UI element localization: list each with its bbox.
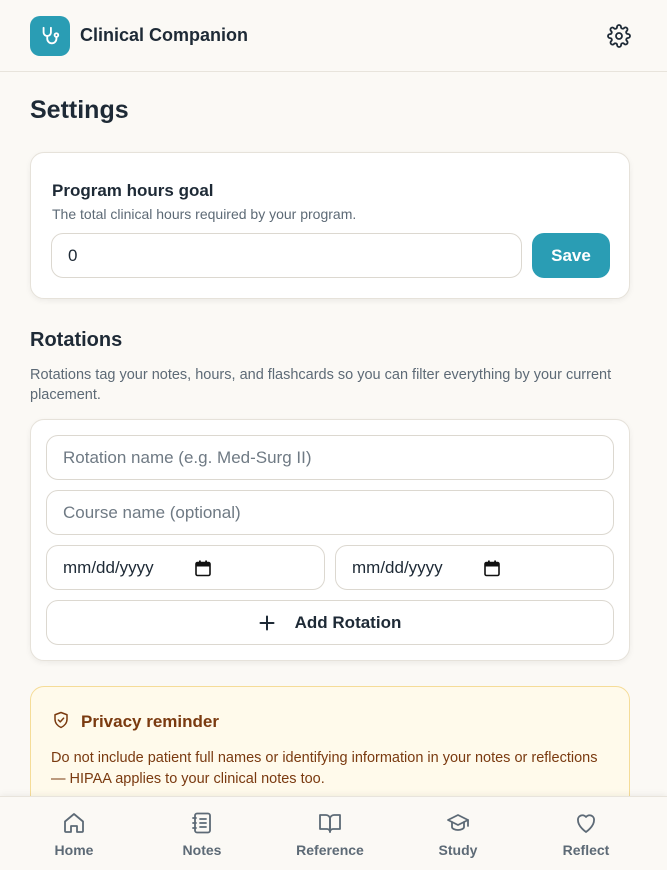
hours-goal-input[interactable] xyxy=(51,233,522,278)
start-date-input[interactable] xyxy=(46,545,325,590)
page-title: Settings xyxy=(30,96,129,124)
nav-reflect-label: Reflect xyxy=(562,842,610,858)
calendar-icon[interactable] xyxy=(484,560,500,577)
plus-icon xyxy=(259,615,275,631)
graduation-cap-icon xyxy=(446,811,470,835)
nav-home-label: Home xyxy=(54,842,94,858)
privacy-title: Privacy reminder xyxy=(81,712,219,731)
start-date-text: mm/dd/yyyy xyxy=(63,557,154,577)
save-button[interactable]: Save xyxy=(532,233,610,278)
nav-home[interactable] xyxy=(24,797,124,870)
stethoscope-icon xyxy=(39,25,61,47)
end-date-input[interactable] xyxy=(335,545,614,590)
add-rotation-label: Add Rotation xyxy=(294,612,402,632)
app-title: Clinical Companion xyxy=(80,25,249,45)
shield-icon xyxy=(52,711,70,729)
nav-study-label: Study xyxy=(438,842,478,858)
add-rotation-button[interactable] xyxy=(46,600,614,645)
rotations-description: Rotations tag your notes, hours, and flashcards so you can filter everything by your current placement. xyxy=(30,367,612,403)
heart-icon xyxy=(574,811,598,835)
bottom-nav xyxy=(0,796,667,870)
nav-reference-label: Reference xyxy=(296,842,364,858)
home-icon xyxy=(62,811,86,835)
gear-icon[interactable] xyxy=(607,24,631,48)
end-date-text: mm/dd/yyyy xyxy=(352,557,443,577)
notes-icon xyxy=(190,811,214,835)
nav-reflect[interactable] xyxy=(536,797,636,870)
add-rotation-card xyxy=(30,419,630,661)
app-header xyxy=(0,0,667,72)
hours-goal-help: The total clinical hours required by your program. xyxy=(52,206,357,222)
course-name-input[interactable] xyxy=(46,490,614,535)
nav-study[interactable] xyxy=(408,797,508,870)
nav-notes[interactable] xyxy=(152,797,252,870)
nav-notes-label: Notes xyxy=(182,842,222,858)
hours-goal-card xyxy=(30,152,630,299)
book-icon xyxy=(318,811,342,835)
calendar-icon[interactable] xyxy=(195,560,211,577)
nav-reference[interactable] xyxy=(280,797,380,870)
app-logo xyxy=(30,16,70,56)
rotation-name-input[interactable] xyxy=(46,435,614,480)
privacy-body: Do not include patient full names or identifying information in your notes or reflections — HIPAA applies to your clinical notes too. xyxy=(51,750,598,787)
rotations-title: Rotations xyxy=(30,329,123,351)
hours-goal-label: Program hours goal xyxy=(52,181,214,200)
